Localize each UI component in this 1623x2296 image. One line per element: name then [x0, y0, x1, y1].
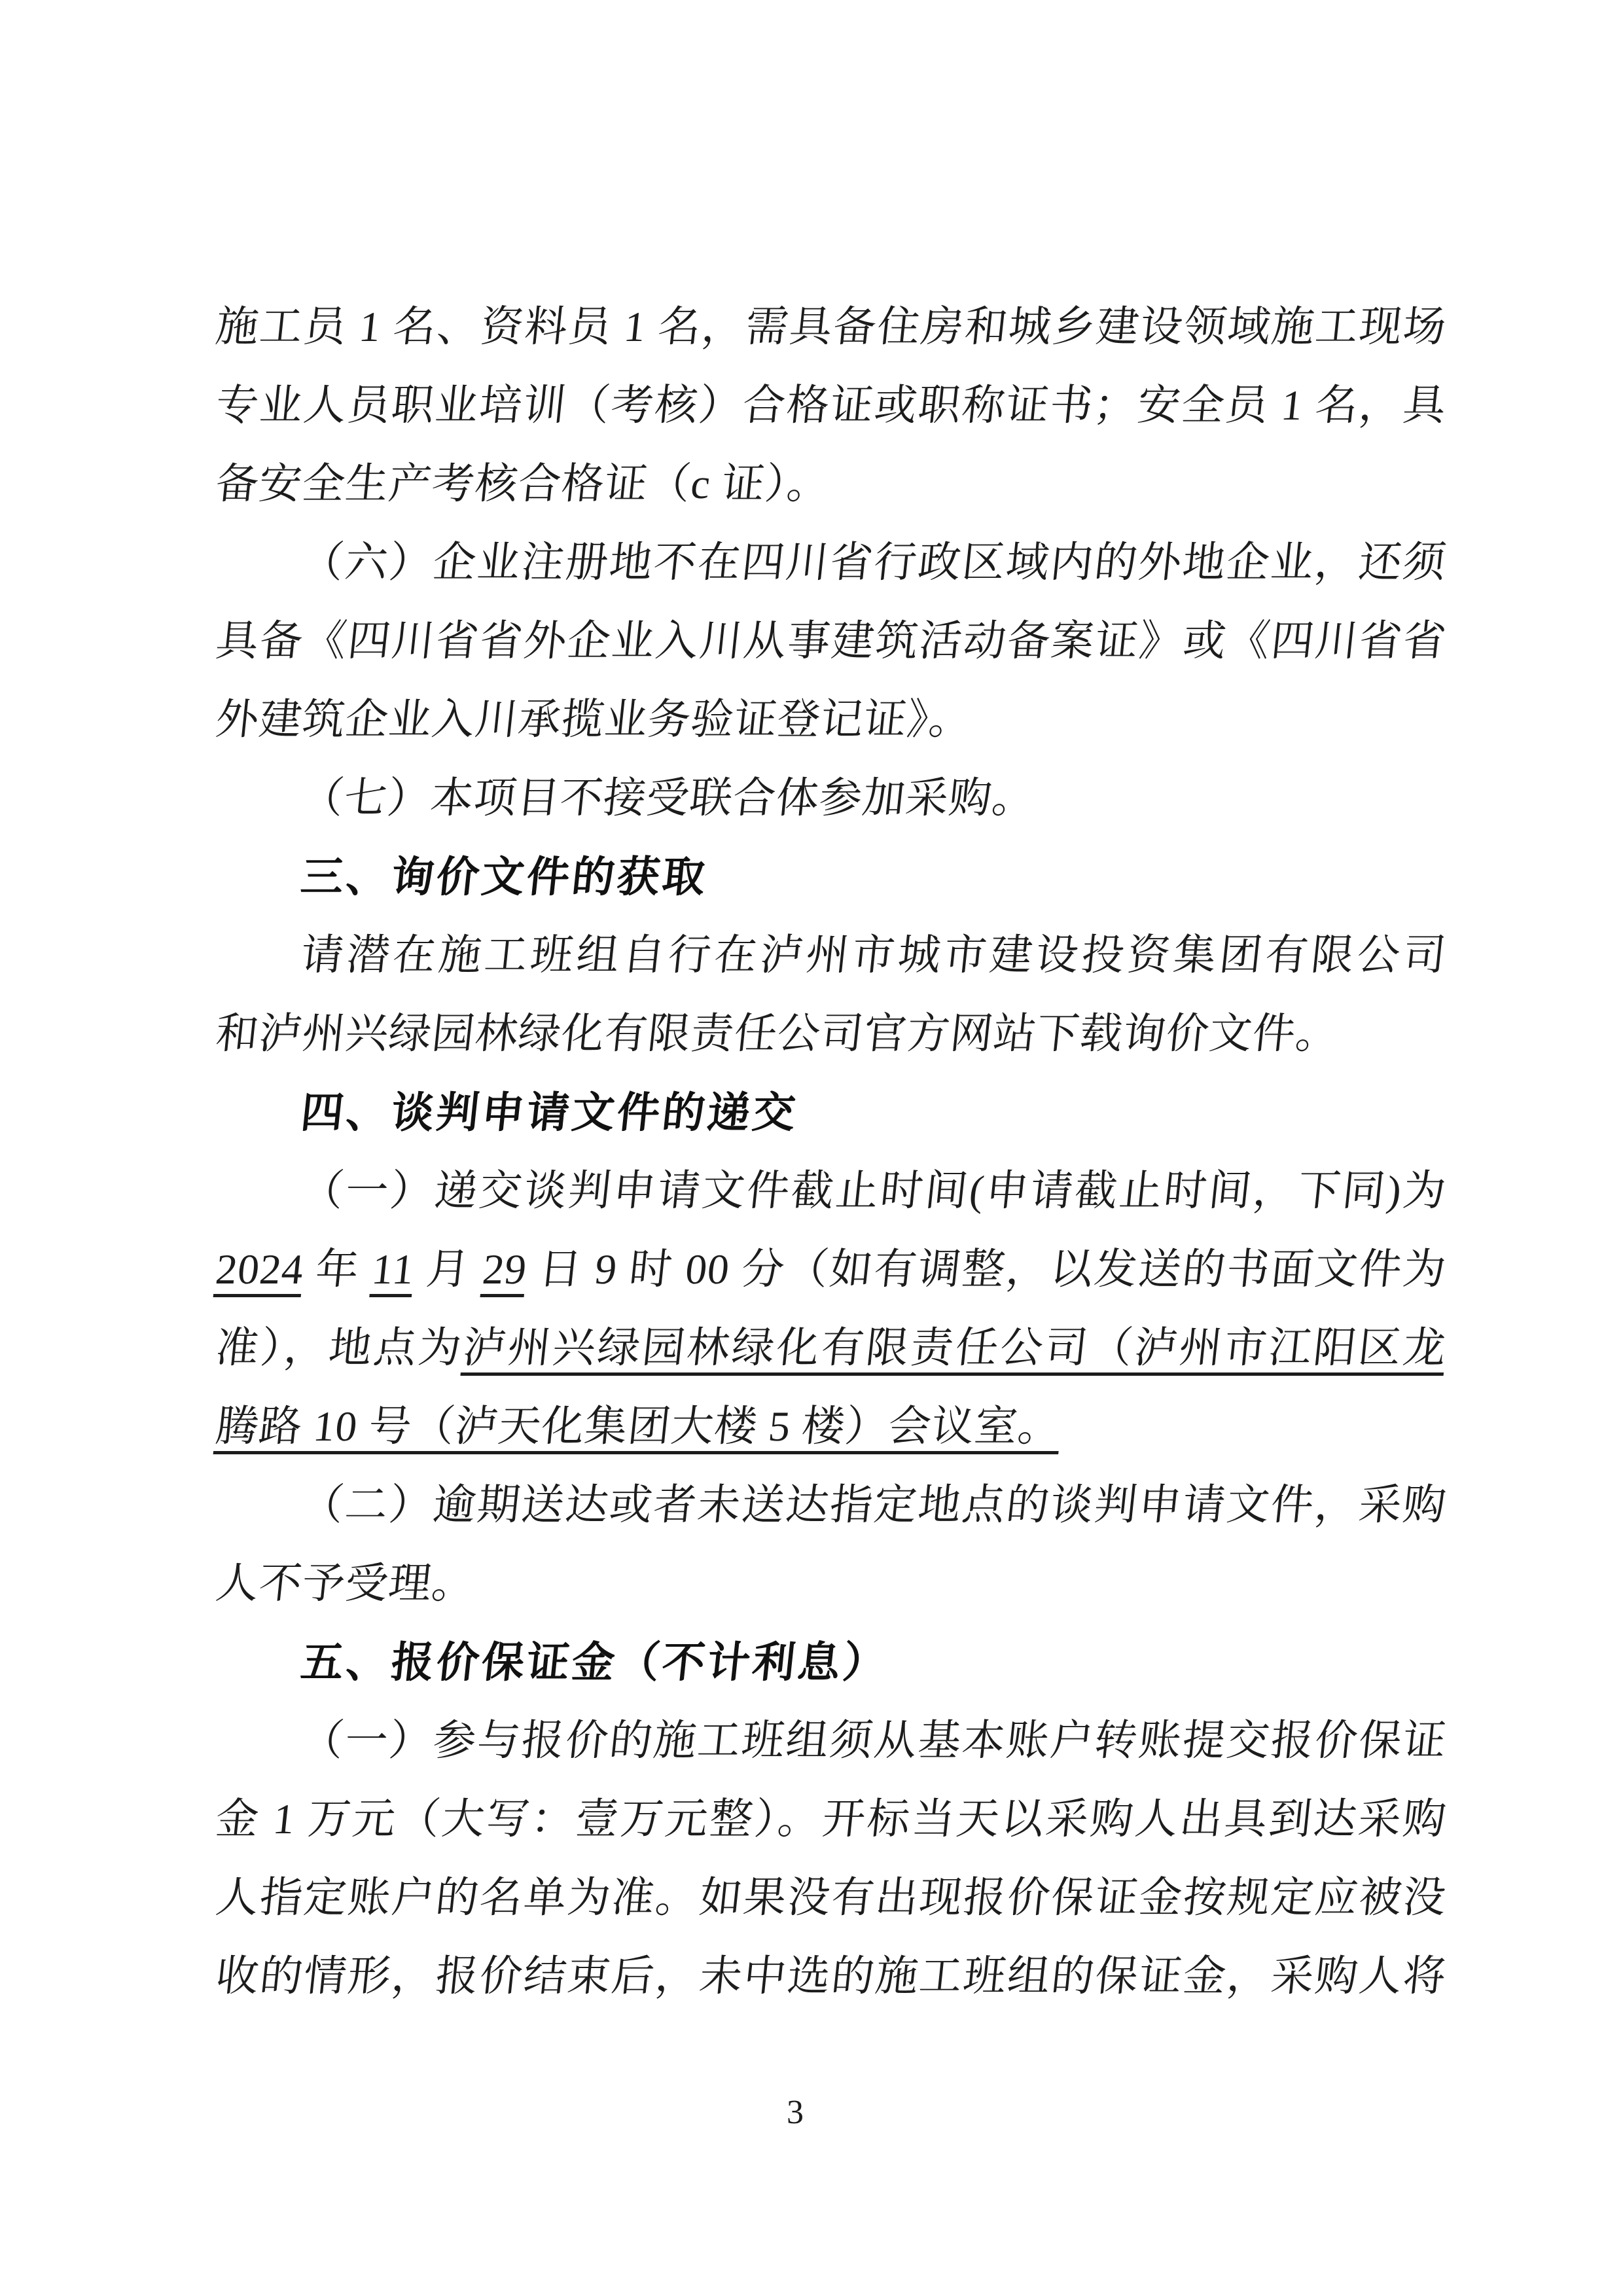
text-line [212, 1388, 1451, 1466]
text-line [212, 445, 1451, 524]
text-line [212, 367, 1451, 445]
text-line [212, 1545, 1451, 1623]
text-line [212, 759, 1451, 838]
text-line [212, 1937, 1451, 2016]
page-number: 3 [787, 2094, 804, 2131]
text-line [212, 1466, 1451, 1545]
text-run: 月 [412, 1246, 486, 1293]
text-line [212, 681, 1451, 759]
text-run: 施工员 1 名、资料员 1 名，需具备住房和城乡建设领域施工现场 [213, 304, 1449, 351]
text-run: 四、谈判申请文件的递交 [298, 1088, 800, 1136]
text-run: 请潜在施工班组自行在泸州市城市建设投资集团有限公司 [298, 932, 1449, 979]
text-run: （七）本项目不接受联合体参加采购。 [298, 775, 1038, 822]
text-run: （二）逾期送达或者未送达指定地点的谈判申请文件，采购 [298, 1482, 1449, 1529]
section-heading [212, 838, 1451, 916]
section-heading [212, 1623, 1451, 1702]
text-line [212, 1230, 1451, 1309]
underlined-text: 泸州兴绿园林绿化有限责任公司（泸州市江阳区龙 [461, 1325, 1449, 1372]
text-line [212, 602, 1451, 681]
text-run: 人不予受理。 [213, 1560, 478, 1607]
text-run: 五、报价保证金（不计利息） [298, 1638, 891, 1686]
text-run: 年 [301, 1246, 375, 1293]
text-line [212, 524, 1451, 602]
text-line [212, 1702, 1451, 1780]
text-line [212, 1152, 1451, 1230]
text-run: 金 1 万元（大写：壹万元整）。开标当天以采购人出具到达采购 [213, 1796, 1449, 1843]
underlined-text: 11 [369, 1246, 418, 1293]
text-run: 和泸州兴绿园林绿化有限责任公司官方网站下载询价文件。 [213, 1011, 1342, 1058]
text-line [212, 916, 1451, 995]
underlined-text: 腾路 10 号（泸天化集团大楼 5 楼）会议室。 [213, 1403, 1064, 1450]
text-block [213, 288, 1449, 2016]
text-line [212, 1780, 1451, 1859]
text-run: 收的情形，报价结束后，未中选的施工班组的保证金，采购人将 [213, 1953, 1449, 2000]
text-run: 专业人员职业培训（考核）合格证或职称证书；安全员 1 名，具 [213, 382, 1449, 429]
text-run: （一）递交谈判申请文件截止时间(申请截止时间，下同)为 [298, 1168, 1449, 1215]
text-run: 准），地点为 [213, 1325, 466, 1372]
text-line [212, 995, 1451, 1073]
underlined-text: 2024 [213, 1246, 306, 1293]
section-heading [212, 1073, 1451, 1152]
text-line [212, 1309, 1451, 1388]
text-run: （六）企业注册地不在四川省行政区域内的外地企业，还须 [298, 539, 1449, 586]
text-run: 外建筑企业入川承揽业务验证登记证》。 [213, 696, 975, 744]
text-run: 人指定账户的名单为准。如果没有出现报价保证金按规定应被没 [213, 1874, 1449, 1922]
text-run: 三、询价文件的获取 [298, 853, 710, 901]
text-run: （一）参与报价的施工班组须从基本账户转账提交报价保证 [298, 1717, 1449, 1765]
text-line [212, 288, 1451, 367]
text-run: 具备《四川省省外企业入川从事建筑活动备案证》或《四川省省 [213, 618, 1449, 665]
text-line [212, 1859, 1451, 1937]
underlined-text: 29 [480, 1246, 529, 1293]
text-run: 备安全生产考核合格证（c 证）。 [213, 461, 833, 508]
text-run: 日 9 时 00 分（如有调整，以发送的书面文件为 [524, 1246, 1449, 1293]
